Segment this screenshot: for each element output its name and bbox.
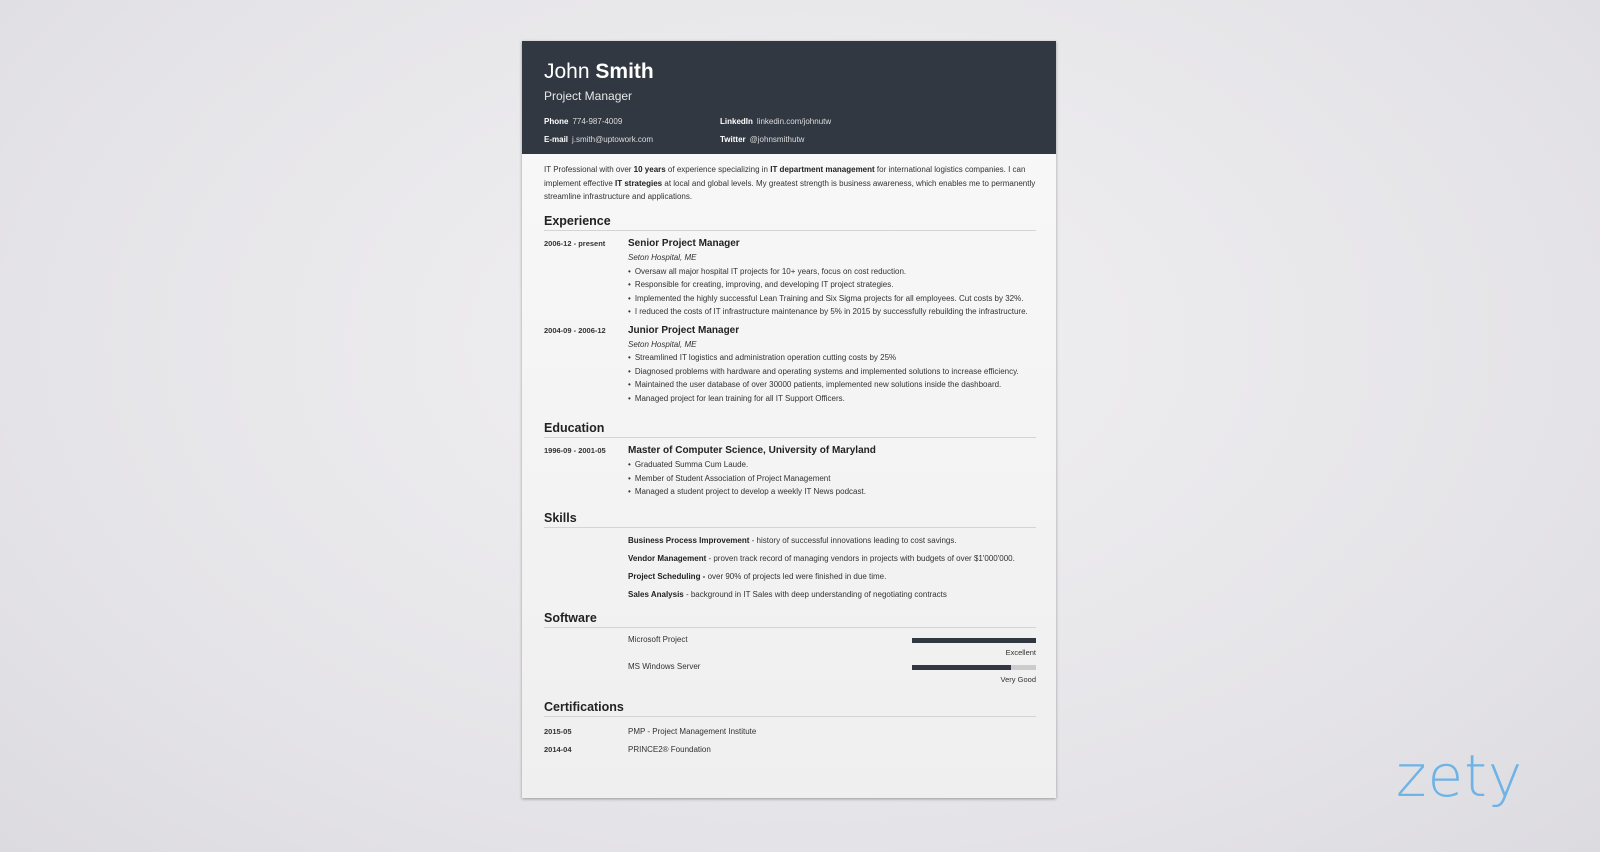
proficiency-fill — [912, 638, 1036, 643]
last-name: Smith — [595, 60, 654, 83]
full-name — [544, 60, 654, 84]
summary-text: for international logistics companies. I can implement effective — [544, 165, 1026, 188]
cert-name: PRINCE2® Foundation — [628, 745, 711, 754]
contact-label: E-mail — [544, 135, 569, 144]
software-item — [628, 634, 1036, 658]
list-item: • Streamlined IT logistics and administration operation cutting costs by 25% — [628, 351, 1036, 365]
contact-email — [544, 135, 653, 144]
list-item: • Graduated Summa Cum Laude. — [628, 458, 1036, 472]
contact-value: 774-987-4009 — [572, 117, 623, 126]
company: Seton Hospital, ME — [628, 339, 697, 349]
contact-label: Twitter — [720, 135, 746, 144]
degree-title: Master of Computer Science, University of Maryland — [628, 445, 876, 456]
proficiency-bar — [912, 665, 1036, 670]
proficiency-bar — [912, 638, 1036, 643]
list-item: • Member of Student Association of Project Management — [628, 472, 1036, 486]
list-item: • Maintained the user database of over 30000 patients, implemented new solutions inside the dashboard. — [628, 378, 1036, 392]
summary-text: of experience specializing in — [665, 165, 771, 174]
section-heading: Skills — [544, 511, 1036, 528]
list-item: • Oversaw all major hospital IT projects for 10+ years, focus on cost reduction. — [628, 265, 1036, 279]
education-date: 1996-09 - 2001-05 — [544, 446, 606, 455]
job-title: Junior Project Manager — [628, 324, 740, 336]
contact-label: LinkedIn — [720, 117, 753, 126]
education-entry — [544, 444, 1036, 499]
contact-label: Phone — [544, 117, 569, 126]
education-section — [544, 421, 1036, 499]
list-item: • Diagnosed problems with hardware and operating systems and implemented solutions to increase efficiency. — [628, 365, 1036, 379]
skill-desc: - background in IT Sales with deep understanding of negotiating contracts — [683, 590, 947, 599]
contact-phone — [544, 117, 622, 126]
cert-date: 2015-05 — [544, 727, 572, 736]
cert-name: PMP - Project Management Institute — [628, 727, 757, 736]
skill-name: Sales Analysis — [628, 590, 684, 599]
section-heading: Certifications — [544, 700, 1036, 717]
summary-highlight: IT strategies — [615, 178, 663, 188]
job-title: Senior Project Manager — [628, 238, 740, 249]
skill-desc: - history of successful innovations leading to cost savings. — [749, 536, 957, 545]
experience-section — [544, 214, 1036, 410]
summary-highlight: IT department management — [770, 165, 875, 174]
contact-value[interactable]: linkedin.com/johnutw — [756, 117, 832, 126]
resume-header — [522, 41, 1056, 154]
certifications-section — [544, 700, 1036, 759]
skill-name: Business Process Improvement — [628, 536, 750, 545]
skill-desc: - proven track record of managing vendors in projects with budgets of over $1'000'000. — [706, 554, 1015, 563]
contact-value[interactable]: j.smith@uptowork.com — [572, 135, 654, 144]
skill-item — [628, 568, 1036, 586]
skill-item — [628, 532, 1036, 550]
summary-text: at local and global levels. My greatest strength is business awareness, which enables me to permanently streamline infrastructure and applications. — [544, 178, 1036, 201]
proficiency-fill — [912, 665, 1011, 670]
list-item: • I reduced the costs of IT infrastructure maintenance by 5% in 2015 by successfully rebuilding the infrastructure. — [628, 305, 1036, 319]
cert-date: 2014-04 — [544, 745, 572, 754]
software-name: MS Windows Server — [628, 662, 701, 671]
summary-highlight: 10 years — [633, 165, 666, 174]
job-date: 2004-09 - 2006-12 — [544, 325, 606, 335]
summary — [544, 163, 1036, 204]
list-item: • Responsible for creating, improving, and developing IT project strategies. — [628, 278, 1036, 292]
certification-item — [544, 741, 1036, 759]
list-item: • Managed project for lean training for all IT Support Officers. — [628, 392, 1036, 406]
skills-section — [544, 511, 1036, 604]
job-entry — [544, 237, 1036, 319]
software-section — [544, 611, 1036, 688]
certification-item — [544, 723, 1036, 741]
proficiency-level: Excellent — [1005, 648, 1036, 657]
contact-value[interactable]: @johnsmithutw — [749, 135, 805, 144]
skill-name: Project Scheduling - — [628, 572, 706, 581]
section-heading: Software — [544, 611, 1036, 628]
zety-logo: zety — [1396, 742, 1524, 810]
summary-text: IT Professional with over — [544, 165, 634, 174]
job-date: 2006-12 - present — [544, 239, 606, 248]
resume-page — [522, 41, 1056, 798]
contact-twitter — [720, 135, 804, 144]
skill-item — [628, 550, 1036, 568]
job-entry — [544, 324, 1036, 406]
skill-item — [628, 586, 1036, 604]
company: Seton Hospital, ME — [628, 253, 697, 262]
contact-linkedin — [720, 117, 831, 126]
first-name: John — [544, 60, 590, 83]
skill-name: Vendor Management — [628, 554, 707, 563]
proficiency-level: Very Good — [1000, 675, 1036, 684]
software-name: Microsoft Project — [628, 635, 688, 644]
job-title: Project Manager — [544, 89, 633, 103]
software-item — [628, 661, 1036, 685]
section-heading: Experience — [544, 214, 1036, 231]
section-heading: Education — [544, 421, 1036, 438]
skill-desc: over 90% of projects led were finished in due time. — [705, 572, 887, 581]
list-item: • Managed a student project to develop a weekly IT News podcast. — [628, 485, 1036, 499]
list-item: • Implemented the highly successful Lean Training and Six Sigma projects for all employees. Cut costs by 32%. — [628, 292, 1036, 306]
